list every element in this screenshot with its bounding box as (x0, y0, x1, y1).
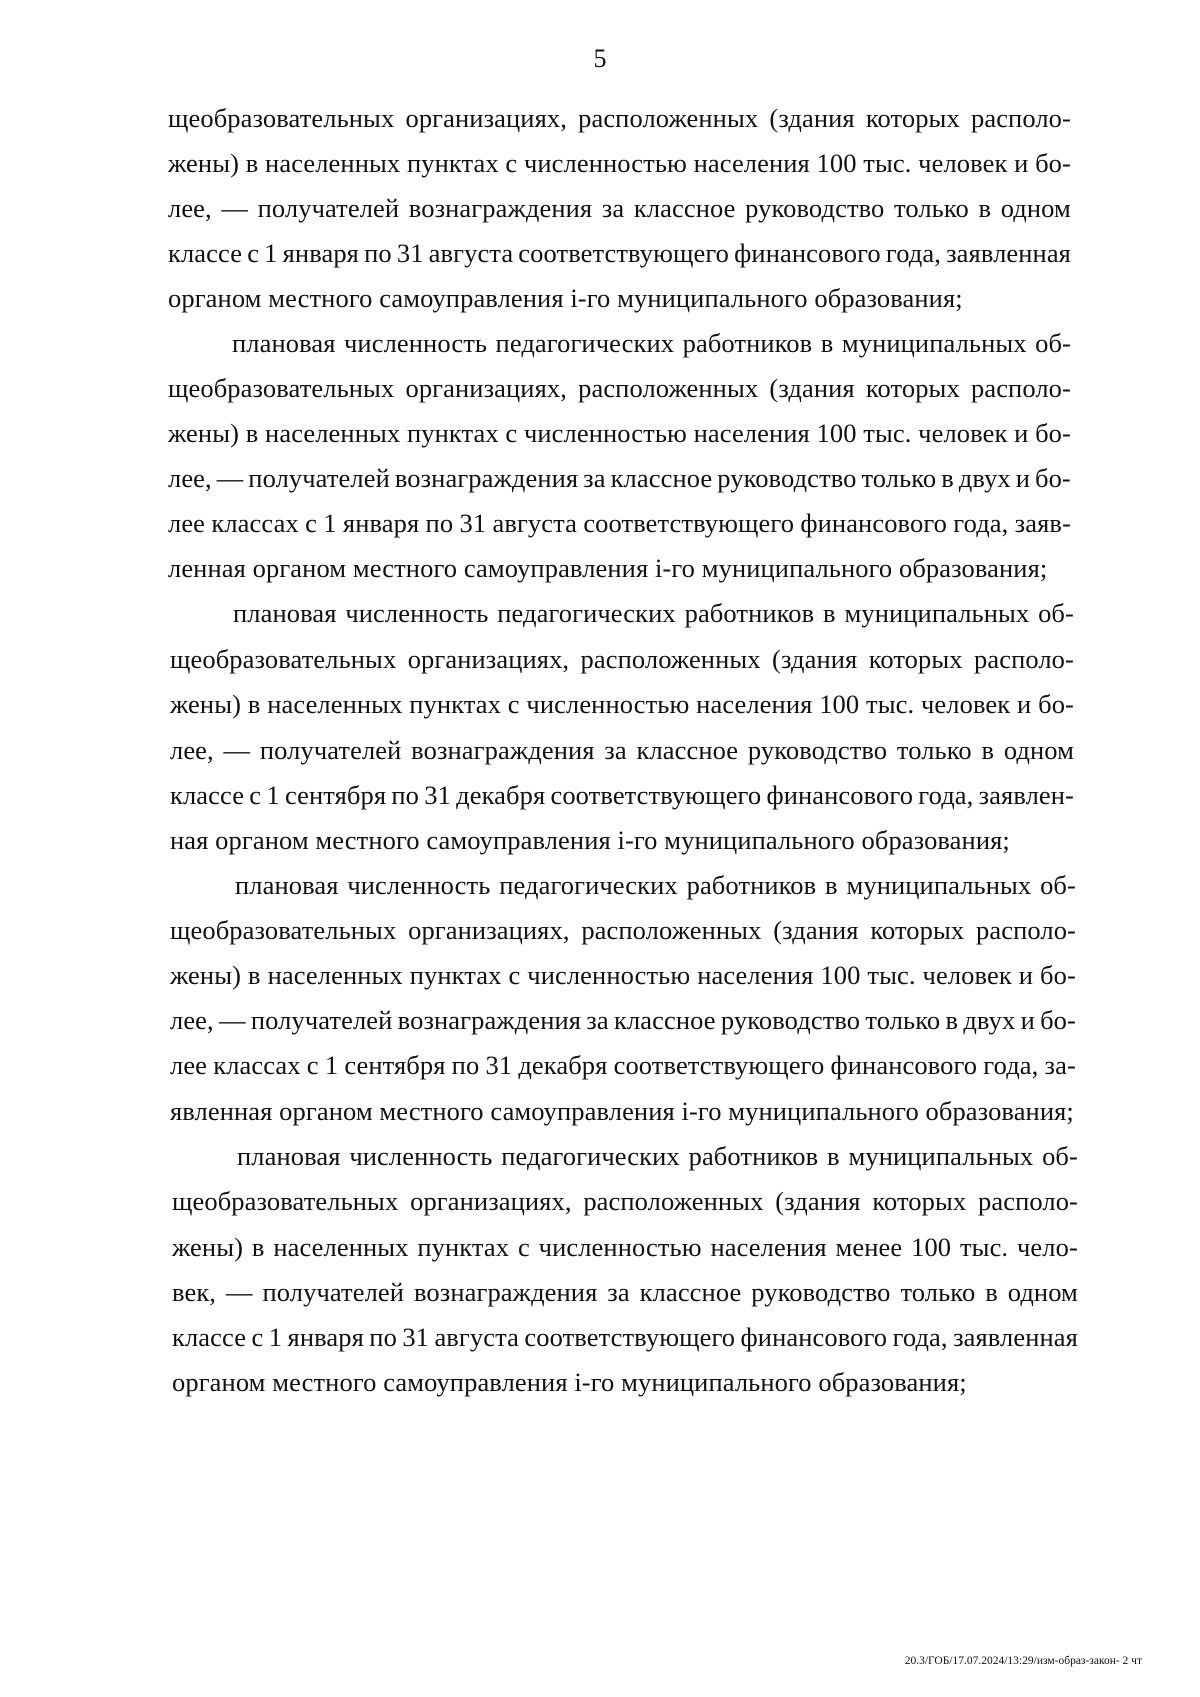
text-line: классе с 1 сентября по 31 декабря соответствующего финансового года, заявлен- (170, 780, 1074, 810)
text-line: явленная органом местного самоуправления i-го муниципального образования; (170, 1096, 1074, 1126)
text-line: плановая численность педагогических работников в муниципальных об- (235, 870, 1076, 900)
text-line: щеобразовательных организациях, расположенных (здания которых располо- (170, 915, 1076, 945)
text-line: плановая численность педагогических работников в муниципальных об- (237, 1141, 1078, 1171)
text-line: лее, — получателей вознаграждения за классное руководство только в двух и бо- (168, 463, 1071, 493)
page-number: 5 (593, 44, 607, 73)
text-line: органом местного самоуправления i-го муниципального образования; (172, 1367, 967, 1397)
text-line: ная органом местного самоуправления i-го муниципального образования; (170, 825, 1010, 855)
text-line: щеобразовательных организациях, расположенных (здания которых располо- (168, 103, 1071, 133)
text-line: жены) в населенных пунктах с численностью населения 100 тыс. человек и бо- (168, 148, 1071, 178)
text-line: классе с 1 января по 31 августа соответствующего финансового года, заявленная (168, 238, 1071, 268)
text-line: ленная органом местного самоуправления i-го муниципального образования; (168, 553, 1048, 583)
text-line: жены) в населенных пунктах с численностью населения 100 тыс. человек и бо- (170, 960, 1076, 990)
text-line: лее классах с 1 сентября по 31 декабря соответствующего финансового года, за- (170, 1050, 1076, 1080)
text-line: щеобразовательных организациях, расположенных (здания которых располо- (170, 644, 1074, 674)
text-line: классе с 1 января по 31 августа соответствующего финансового года, заявленная (172, 1322, 1078, 1352)
text-line: лее, — получателей вознаграждения за классное руководство только в двух и бо- (170, 1005, 1076, 1035)
document-footer-code: 20.3/ГОБ/17.07.2024/13:29/изм-образ-закон- 2 чт (904, 1655, 1142, 1667)
text-line: плановая численность педагогических работников в муниципальных об- (233, 598, 1074, 628)
text-line: жены) в населенных пунктах с численностью населения менее 100 тыс. чело- (172, 1232, 1078, 1262)
text-line: лее, — получателей вознаграждения за классное руководство только в одном (168, 193, 1071, 223)
text-line: лее, — получателей вознаграждения за классное руководство только в одном (170, 735, 1074, 765)
text-line: органом местного самоуправления i-го муниципального образования; (168, 283, 963, 313)
text-line: плановая численность педагогических работников в муниципальных об- (232, 328, 1071, 358)
text-line: жены) в населенных пунктах с численностью населения 100 тыс. человек и бо- (168, 418, 1071, 448)
text-line: век, — получателей вознаграждения за классное руководство только в одном (172, 1277, 1078, 1307)
text-line: щеобразовательных организациях, расположенных (здания которых располо- (168, 373, 1071, 403)
text-line: лее классах с 1 января по 31 августа соответствующего финансового года, заяв- (168, 508, 1071, 538)
text-line: жены) в населенных пунктах с численностью населения 100 тыс. человек и бо- (170, 689, 1074, 719)
text-line: щеобразовательных организациях, расположенных (здания которых располо- (172, 1186, 1078, 1216)
